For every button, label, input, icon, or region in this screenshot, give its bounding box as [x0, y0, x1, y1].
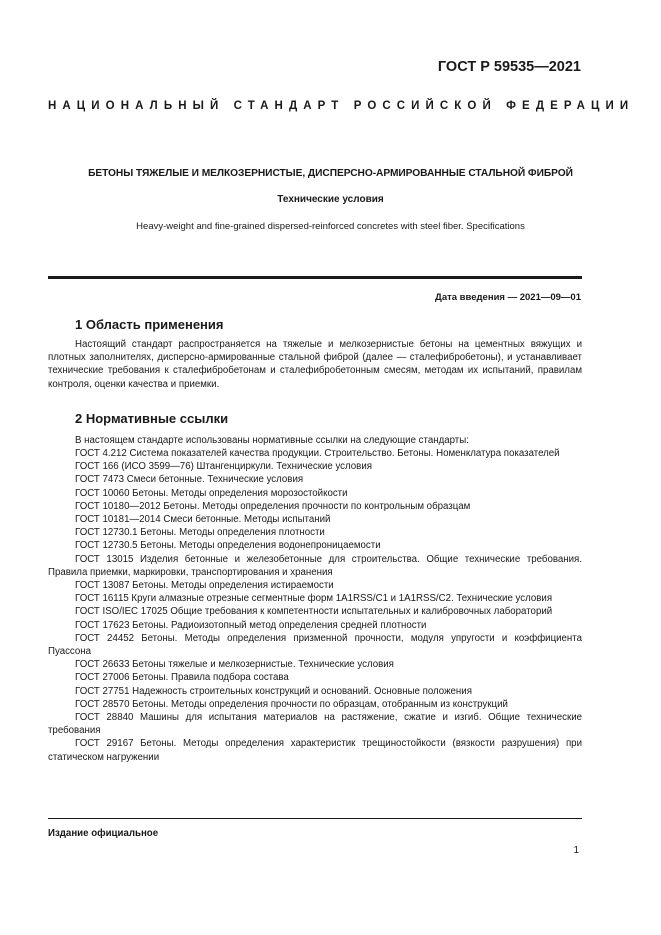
reference-item: ГОСТ 10181—2014 Смеси бетонные. Методы испытаний	[75, 514, 331, 526]
national-standard-heading: НАЦИОНАЛЬНЫЙ СТАНДАРТ РОССИЙСКОЙ ФЕДЕРАЦИИ	[48, 100, 635, 112]
reference-item: ГОСТ 16115 Круги алмазные отрезные сегментные форм 1A1RSS/C1 и 1A1RSS/C2. Технические условия	[75, 593, 553, 605]
section-2-intro: В настоящем стандарте использованы нормативные ссылки на следующие стандарты:	[75, 435, 469, 446]
reference-item: ГОСТ 7473 Смеси бетонные. Технические условия	[75, 474, 304, 486]
reference-item: ГОСТ 4.212 Система показателей качества продукции. Строительство. Бетоны. Номенклатура показателей	[75, 448, 560, 459]
reference-item: ГОСТ 26633 Бетоны тяжелые и мелкозернистые. Технические условия	[75, 659, 394, 671]
section-2-heading: 2 Нормативные ссылки	[75, 411, 229, 426]
english-title: Heavy-weight and fine-grained dispersed-reinforced concretes with steel fiber. Specifications	[136, 221, 525, 232]
section-1-heading: 1 Область применения	[75, 317, 224, 332]
reference-item: ГОСТ 28840 Машины для испытания материалов на растяжение, сжатие и изгиб. Общие технические требования	[48, 712, 582, 737]
document-code: ГОСТ Р 59535—2021	[437, 59, 581, 75]
reference-item: ГОСТ 166 (ИСО 3599—76) Штангенциркули. Технические условия	[75, 461, 372, 473]
reference-item: ГОСТ 27006 Бетоны. Правила подбора состава	[75, 672, 289, 684]
header-divider	[48, 276, 582, 279]
reference-item: ГОСТ 27751 Надежность строительных конструкций и оснований. Основные положения	[75, 685, 472, 697]
reference-item: ГОСТ 28570 Бетоны. Методы определения прочности по образцам, отобранным из конструкций	[75, 698, 508, 710]
reference-item: ГОСТ 10060 Бетоны. Методы определения морозостойкости	[75, 487, 348, 499]
document-title: БЕТОНЫ ТЯЖЕЛЫЕ И МЕЛКОЗЕРНИСТЫЕ, ДИСПЕРСНО-АРМИРОВАННЫЕ СТАЛЬНОЙ ФИБРОЙ	[88, 168, 573, 179]
reference-item: ГОСТ 10180—2012 Бетоны. Методы определения прочности по контрольным образцам	[75, 500, 471, 512]
footer-divider	[48, 818, 582, 819]
reference-item: ГОСТ ISO/IEC 17025 Общие требования к компетентности испытательных и калибровочных лабораторий	[75, 606, 553, 618]
reference-item: ГОСТ 12730.1 Бетоны. Методы определения плотности	[75, 527, 325, 539]
reference-item: ГОСТ 29167 Бетоны. Методы определения характеристик трещиностойкости (вязкости разрушения) при статическом нагружении	[48, 738, 582, 763]
section-1-text: Настоящий стандарт распространяется на тяжелые и мелкозернистые бетоны на цементных вяжущих и плотных заполнителях, дисперсно-армированные стальной фиброй (далее — сталефибробетоны), и устанавливает технические требования к сталефибробетонам и сталефибробетонным смесям, методам их испытаний, правилам контроля, оценки качества и приемки.	[48, 339, 582, 390]
introduction-date: Дата введения — 2021—09—01	[435, 292, 581, 303]
official-edition-label: Издание официальное	[48, 828, 159, 839]
reference-item: ГОСТ 13015 Изделия бетонные и железобетонные для строительства. Общие технические требования. Правила приемки, маркировки, транспортирования и хранения	[48, 553, 582, 578]
references-list	[48, 447, 582, 764]
page-number: 1	[573, 845, 579, 856]
reference-item: ГОСТ 13087 Бетоны. Методы определения истираемости	[75, 580, 334, 592]
reference-item: ГОСТ 17623 Бетоны. Радиоизотопный метод определения средней плотности	[75, 619, 427, 631]
document-subtitle: Технические условия	[277, 194, 384, 205]
reference-item: ГОСТ 12730.5 Бетоны. Методы определения водонепроницаемости	[75, 540, 381, 552]
reference-item: ГОСТ 24452 Бетоны. Методы определения призменной прочности, модуля упругости и коэффициента Пуассона	[48, 632, 582, 658]
